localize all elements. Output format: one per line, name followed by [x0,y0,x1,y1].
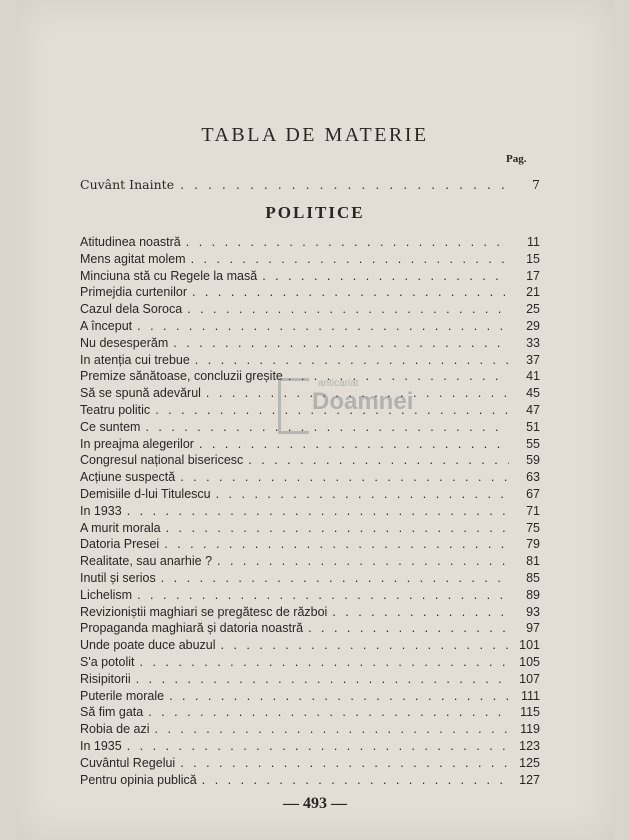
entry-page: 25 [526,302,540,317]
leader-dots [332,605,509,619]
leader-dots [221,638,509,652]
entry-page: 11 [527,235,540,249]
leader-dots [145,420,509,434]
leader-dots [127,504,509,518]
toc-entry [80,386,540,403]
entry-page: 115 [520,705,540,720]
entry-label: Cazul dela Soroca [80,302,183,317]
leader-dots [136,672,509,686]
toc-entry [80,773,540,790]
toc-entry [80,705,540,722]
leader-dots [137,319,509,333]
entry-label: Să se spună adevărul [80,386,201,401]
leader-dots [148,705,509,719]
toc-entry [80,554,540,571]
leader-dots [166,521,509,535]
entry-page: 85 [526,570,540,585]
entry-label: Atitudinea noastră [80,235,181,249]
entry-page: 107 [519,671,540,686]
toc-entry [80,655,540,672]
toc-entry [80,353,540,370]
entry-page: 29 [526,318,540,333]
toc-entry [80,739,540,756]
entry-label: In 1935 [80,738,122,753]
leader-dots [180,756,509,770]
toc-entry [80,420,540,437]
leader-dots [155,403,509,417]
toc-entry [80,756,540,773]
toc-entry [80,252,540,269]
leader-dots [137,588,509,602]
leader-dots [199,437,509,451]
leader-dots [155,722,510,736]
toc-entry [80,235,540,252]
foreword-entry [80,177,540,193]
toc-entry [80,571,540,588]
toc-entry [80,302,540,319]
entry-page: 105 [519,654,540,669]
entry-label: Ce suntem [80,419,141,434]
entry-page: 89 [526,587,540,602]
entry-page: 67 [526,486,540,501]
leader-dots [248,453,509,467]
leader-dots [202,773,509,787]
leader-dots [216,487,509,501]
toc-entry [80,269,540,286]
entry-label: In preajma alegerilor [80,436,194,451]
page-column-label: Pag. [506,153,527,165]
entry-page: 15 [526,251,540,266]
entry-label: Datoria Presei [80,537,160,552]
entry-label: Pentru opinia publică [80,772,197,787]
section-title: POLITICE [265,203,365,222]
leader-dots [192,285,509,299]
leader-dots [180,177,512,193]
entry-label: Propaganda maghiară și datoria noastră [80,621,304,636]
entry-page: 71 [526,503,540,518]
leader-dots [206,386,509,400]
toc-entry [80,437,540,454]
leader-dots [164,537,509,551]
toc-entry [80,403,540,420]
leader-dots [180,470,509,484]
entry-label: Mens agitat molem [80,251,186,266]
leader-dots [140,655,509,669]
entry-page: 81 [526,554,540,569]
toc-entry [80,453,540,470]
leader-dots [169,689,509,703]
entry-page: 93 [526,604,540,619]
entry-label: Congresul național bisericesc [80,453,244,468]
entry-label: Minciuna stă cu Regele la masă [80,268,258,283]
entry-page: 21 [526,285,540,300]
page-title: TABLA DE MATERIE [201,124,429,146]
entry-label: Robia de azi [80,722,150,737]
entry-page: 55 [526,436,540,451]
entry-label: In atenția cui trebue [80,352,190,367]
watermark-big-text: Doamnei [312,388,414,415]
entry-page: 79 [526,537,540,552]
toc-entry [80,369,540,386]
leader-dots [186,235,509,249]
page-number: — 493 — [283,795,347,812]
toc-entry [80,722,540,739]
toc-entry [80,487,540,504]
entry-label: Risipitorii [80,671,131,686]
toc-entry [80,638,540,655]
entry-label: Premize sănătoase, concluzii greșite [80,369,283,384]
toc-entry [80,605,540,622]
entry-page: 7 [532,177,540,192]
entry-page: 59 [526,453,540,468]
entry-page: 63 [526,470,540,485]
entry-page: 127 [519,772,540,787]
toc-entry [80,537,540,554]
watermark-small-text: anticariat [318,378,359,389]
entry-label: Să fim gata [80,705,144,720]
entry-page: 97 [526,621,540,636]
toc-entry [80,689,540,706]
entry-page: 17 [526,268,540,283]
toc-entry [80,588,540,605]
toc-entry [80,621,540,638]
leader-dots [173,336,509,350]
toc-entry [80,285,540,302]
leader-dots [308,621,509,635]
toc-entry [80,672,540,689]
entry-label: Unde poate duce abuzul [80,638,216,653]
entry-label: Revizioniștii maghiari se pregătesc de război [80,604,328,619]
entry-label: Puterile morale [80,688,165,703]
book-page [16,0,614,840]
entry-label: Inutil și serios [80,570,156,585]
entry-page: 37 [526,352,540,367]
entry-label: S'a potolit [80,654,135,669]
entry-page: 75 [526,520,540,535]
entry-label: Nu desesperăm [80,335,169,350]
entry-label: In 1933 [80,503,122,518]
toc-entry [80,336,540,353]
leader-dots [195,353,509,367]
leader-dots [262,269,509,283]
entry-label: Acțiune suspectă [80,470,176,485]
leader-dots [191,252,509,266]
toc-entry [80,504,540,521]
entry-label: A început [80,318,133,333]
entry-page: 51 [526,419,540,434]
entry-page: 41 [526,369,540,384]
entry-page: 111 [520,688,540,703]
entry-page: 33 [526,335,540,350]
toc-entry [80,319,540,336]
entry-page: 47 [526,402,540,417]
toc-entry [80,470,540,487]
entry-page: 119 [520,722,540,737]
entry-label: Cuvântul Regelui [80,755,176,770]
entry-label: Primejdia curtenilor [80,285,187,300]
entry-label: Realitate, sau anarhie ? [80,554,213,569]
entry-label: Lichelism [80,587,133,602]
leader-dots [288,369,509,383]
toc-list [80,235,540,789]
leader-dots [161,571,509,585]
entry-page: 45 [526,386,540,401]
entry-label: Cuvânt Inainte [80,177,175,192]
entry-page: 125 [519,755,540,770]
leader-dots [217,554,509,568]
entry-label: Teatru politic [80,402,151,417]
leader-dots [127,739,509,753]
entry-label: A murit morala [80,520,161,535]
entry-page: 101 [519,638,540,653]
entry-page: 123 [519,738,540,753]
toc-entry [80,521,540,538]
entry-label: Demisiile d-lui Titulescu [80,486,211,501]
leader-dots [187,302,509,316]
